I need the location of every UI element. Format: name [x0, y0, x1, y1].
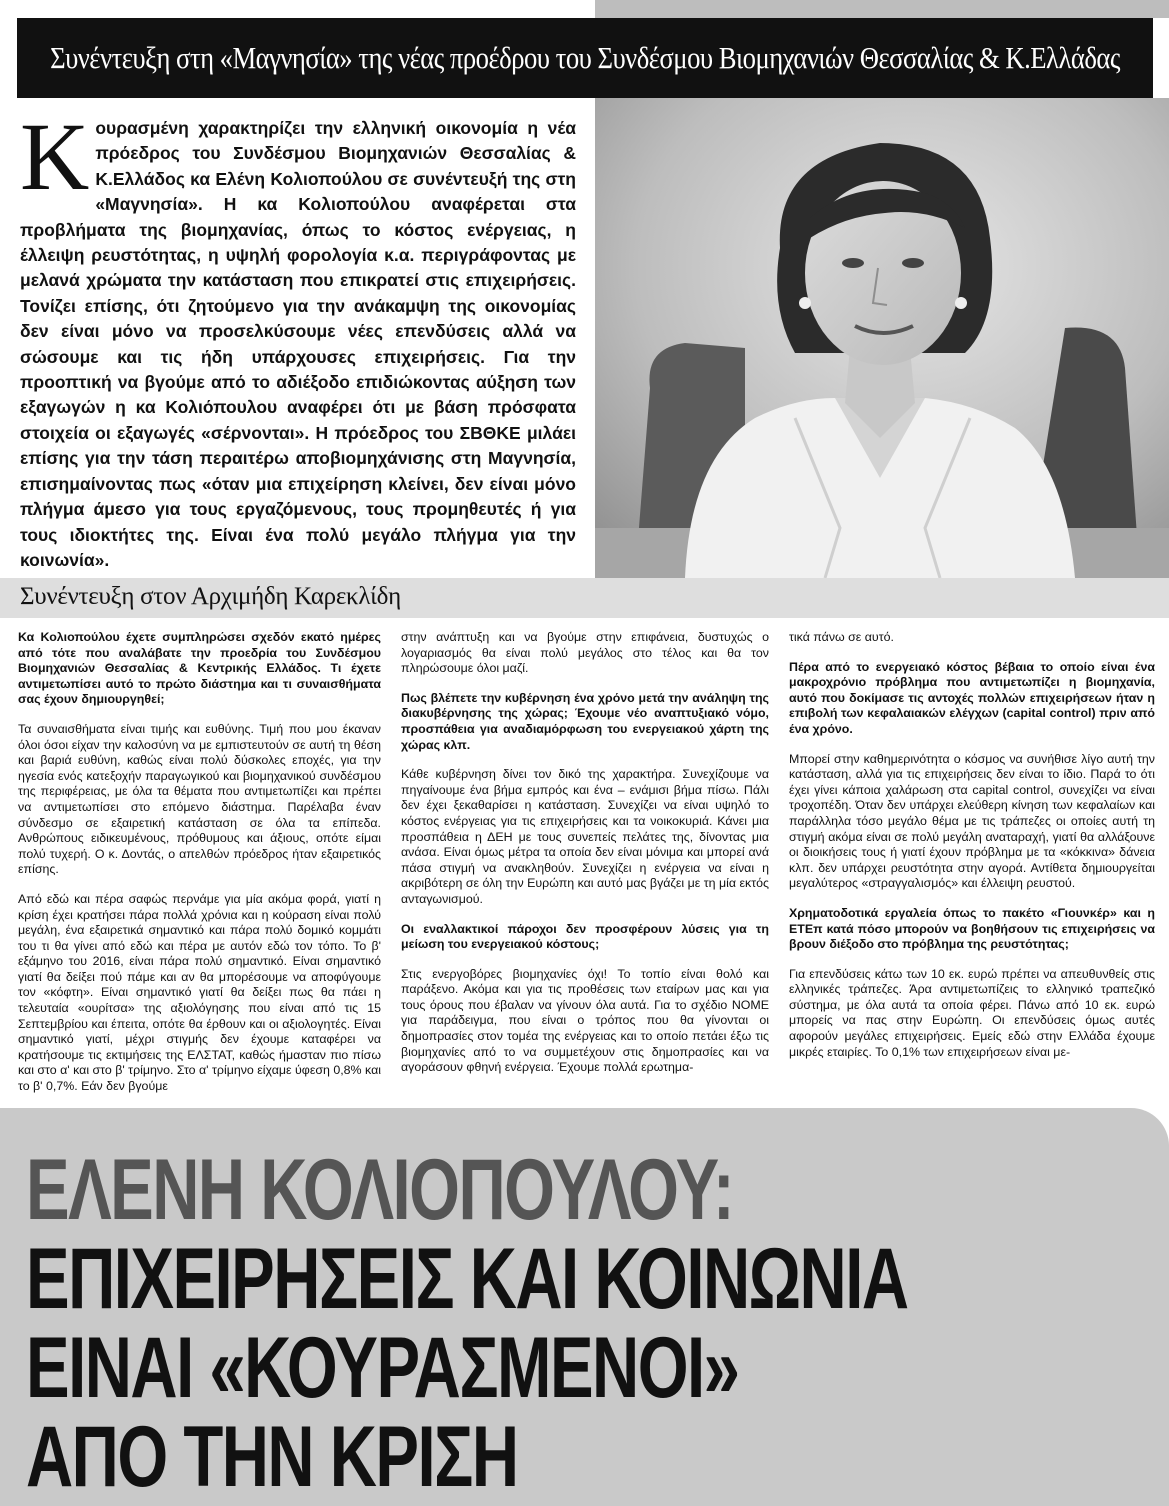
main-headline [26, 1142, 1169, 1505]
text-column-3 [789, 630, 1155, 1074]
answer-paragraph: στην ανάπτυξη και να βγούμε στην επιφάνεια, δυστυχώς ο λογαριασμός θα είναι πολύ μεγάλος στο τέλος και θα τον πληρώσουμε όλοι μαζί. [401, 630, 769, 676]
top-gray-band [595, 0, 1169, 18]
answer-paragraph: Από εδώ και πέρα σαφώς περνάμε για μία ακόμα φορά, γιατί η κρίση έχει κρατήσει πάρα πολλά χρόνια και η κούραση είναι πολύ μεγάλη, ένα εξαιρετικά σημαντικό και πάρα πολύ δομικό κομμάτι του τι θα γίνει από εδώ και πέρα με αυτόν εδώ τον τόπο. Το β' εξάμηνο του 2016, είναι πάρα πολύ σημαντικό. Είναι σημαντικό γιατί θα δείξει πού πάμε και αν θα μπορέσουμε να αποφύγουμε τον «κόφτη». Είναι σημαντικό γιατί θα δείξει πως θα πάει η τελευταία «ουρίτσα» της αξιολόγησης που είναι από τις 15 Σεπτεμβρίου και έπειτα, οπότε θα έρθουν και οι αξιολογητές. Είναι σημαντικό γιατί, μέχρι στιγμής δεν έχουμε καταφέρει να κρατήσουμε τις εκτιμήσεις της ΕΛΣΤΑΤ, καθώς ήμασταν πιο πίσω και στο α' και στο β' τρίμηνο. Στο α' τρίμηνο είχαμε ύφεση 0,8% και το β' 0,7%. Εάν δεν βγούμε [18, 891, 381, 1094]
question-paragraph: Πως βλέπετε την κυβέρνηση ένα χρόνο μετά την ανάληψη της διακυβέρνησης της χώρας; Έχουμε νέο αναπτυξιακό νόμο, προσπάθεια για αναδιαμόρφωση του ενεργειακού χάρτη της χώρας κλπ. [401, 690, 769, 752]
answer-paragraph: τικά πάνω σε αυτό. [789, 630, 894, 644]
headline-line-1: ΕΛΕΝΗ ΚΟΛΙΟΠΟΥΛΟΥ: [26, 1142, 734, 1238]
question-paragraph: Χρηματοδοτικά εργαλεία όπως το πακέτο «Γιουνκέρ» και η ΕΤΕπ κατά πόσο μπορούν να βοηθήσουν τις επιχειρήσεις να βρουν διέξοδο στο πρόβλημα της ρευστότητας; [789, 905, 1155, 952]
answer-paragraph: Για επενδύσεις κάτω των 10 εκ. ευρώ πρέπει να απευθυνθείς στις ελληνικές τράπεζες. Άρα αντιμετωπίζεις το ελληνικό τραπεζικό σύστημα, με όλα αυτά τα οποία φέρει. Πάνω από 10 εκ. ευρώ μπορείς να πας στην Ευρώπη. Οι επενδύσεις όμως αυτές αφορούν μεγάλες επιχειρήσεις. Εμείς εδώ στην Ελλάδα έχουμε μικρές εταιρίες. Το 0,1% των επιχειρήσεων είναι με- [789, 966, 1155, 1059]
question-paragraph: Οι εναλλακτικοί πάροχοι δεν προσφέρουν λύσεις για τη μείωση του ενεργειακού κόστους; [401, 921, 769, 952]
answer-paragraph: Στις ενεργοβόρες βιομηχανίες όχι! Το τοπίο είναι θολό και παράξενο. Ακόμα και για τις προθέσεις των εταίρων μας και για τους όρους που έβαλαν να γίνουν όλα αυτά. Για το σχέδιο ΝΟΜΕ για παράδειγμα, που είναι ο τρόπος που θα γίνονται οι δημοπρασίες στον τομέα της ενέργειας και το οποίο πετάει έξω τις βιομηχανίες από το να συμμετέχουν στις δημοπρασίες και να αγοράσουν φθηνή ενέργεια. Έχουμε πολλά ερωτημα- [401, 966, 769, 1075]
drop-cap: Κ [20, 103, 90, 210]
text-column-2 [401, 630, 769, 1090]
answer-paragraph: Τα συναισθήματα είναι τιμής και ευθύνης. Τιμή που μου έκαναν όλοι όσοι είχαν την καλοσύνη να με εμπιστευτούν σε αυτή τη θέση και βαριά ευθύνη, καθώς είναι πολύ δύσκολες εποχές, για την ηγεσία ενός κατεξοχήν παραγωγικού και βιομηχανικού συνδέσμου της περιφέρειας, με όλα τα θέματα που αντιμετωπίζει και πρέπει να αντιμετωπίσει στο επόμενο διάστημα. Παρέλαβα έναν σύνδεσμο σε εξαιρετική κατάσταση σε όλα τα επίπεδα. Ανθρώπους ειδικευμένους, πρόθυμους και άξιους, οπότε είμαι πολύ τυχερή. Ο κ. Δοντάς, ο απελθών πρόεδρος ήταν εξαιρετικός επίσης. [18, 721, 381, 877]
answer-paragraph: Κάθε κυβέρνηση δίνει τον δικό της χαρακτήρα. Συνεχίζουμε να πηγαίνουμε ένα βήμα εμπρός και ένα – ενάμισι βήμα πίσω. Πάλι δεν έχει ξεκαθαρίσει η κατάσταση. Συνεχίζει να είναι υψηλό το κόστος ενέργειας για τις επιχειρήσεις και τα νοικοκυριά. Κάνει μια προσπάθεια η ΔΕΗ με τους συνεπείς πελάτες της, δίνοντας μια ανάσα. Είναι όμως μέτρα τα οποία δεν είναι μόνιμα και μπορεί ανά πάσα στιγμή να ανακληθούν. Συνεχίζει η ενέργεια να είναι η ακριβότερη σε όλη την Ευρώπη και αυτό μας βγάζει με τη μία εκτός ανταγωνισμού. [401, 767, 769, 906]
headline-line-4: ΑΠΟ ΤΗΝ ΚΡΙΣΗ [26, 1409, 518, 1505]
article-title-bar [17, 18, 1153, 98]
interviewer-byline: Συνέντευξη στον Αρχιμήδη Καρεκλίδη [20, 583, 401, 610]
intro-paragraph [20, 103, 576, 573]
headline-line-2: ΕΠΙΧΕΙΡΗΣΕΙΣ ΚΑΙ ΚΟΙΝΩΝΙΑ [26, 1231, 908, 1327]
text-column-1 [18, 630, 381, 1109]
headline-line-3: ΕΙΝΑΙ «ΚΟΥΡΑΣΜΕΝΟΙ» [26, 1320, 739, 1416]
intro-text: ουρασμένη χαρακτηρίζει την ελληνική οικονομία η νέα πρόεδρος του Συνδέσμου Βιομηχανιών Θεσσαλίας & Κ.Ελλάδος κα Ελένη Κολιοπούλου σε συνέντευξή της στη «Μαγνησία». Η κα Κολιοπούλου αναφέρεται στα προβλήματα της βιομηχανίας, όπως το κόστος ενέργειας, η έλλειψη ρευστότητας, η υψηλή φορολογία κ.α. περιγράφοντας με μελανά χρώματα την κατάσταση που επικρατεί στις επιχειρήσεις. Τονίζει επίσης, ότι ζητούμενο για την ανάκαμψη της οικονομίας δεν είναι μόνο να προσελκύσουμε νέες επενδύσεις αλλά να σώσουμε και τις ήδη υπάρχουσες επιχειρήσεις. Για την προοπτική να βγούμε από το αδιέξοδο επιδιώκοντας αύξηση των εξαγωγών η κα Κολιόπουλου αναφέρει ότι με βάση πρόσφατα στοιχεία οι εξαγωγές «σέρνονται». Η πρόεδρος του ΣΒΘΚΕ μιλάει επίσης για την τάση περαιτέρω αποβιομηχάνισης στη Μαγνησία, επισημαίνοντας πως «όταν μια επιχείρηση κλείνει, δεν είναι μόνο πλήγμα άμεσο για τους εργαζόμενους, τους προμηθευτές ή για τους ιδιοκτήτες της. Είναι ένα πολύ μεγάλο πλήγμα για την κοινωνία». [20, 118, 576, 570]
question-paragraph: Κα Κολιοπούλου έχετε συμπληρώσει σχεδόν εκατό ημέρες από τότε που αναλάβατε την προεδρία του Συνδέσμου Βιομηχανιών Θεσσαλίας & Κεντρικής Ελλάδος. Τι έχετε αντιμετωπίσει αυτό το πρώτο διάστημα και τι συναισθήματα σας έχουν δημιουργηθεί; [18, 630, 381, 707]
portrait-photo [595, 98, 1169, 578]
question-paragraph: Πέρα από το ενεργειακό κόστος βέβαια το οποίο είναι ένα μακροχρόνιο πρόβλημα που αντιμετωπίζει η βιομηχανία, αυτό που δοκίμασε τις αντοχές πολλών επιχειρήσεων ήταν η επιβολή των κεφαλαιακών ελέγχων (capital control) πριν από ένα χρόνο. [789, 659, 1155, 736]
article-title: Συνέντευξη στη «Μαγνησία» της νέας προέδρου του Συνδέσμου Βιομηχανιών Θεσσαλίας & Κ.Ελλάδας [50, 40, 1120, 75]
answer-paragraph: Μπορεί στην καθημερινότητα ο κόσμος να συνήθισε λίγο αυτή την κατάσταση, αλλά για τις επιχειρήσεις δεν είναι το ίδιο. Παρά το ότι έχει γίνει κάποια χαλάρωση στα capital control, συνεχίζει να είναι τροχοπέδη. Όταν δεν υπάρχει ελεύθερη κίνηση των κεφαλαίων και παράλληλα τόσο μεγάλο θέμα με τις τράπεζες οι οποίες αυτή τη στιγμή ακόμα είναι σε πολύ μεγάλη αναταραχή, γιατί θα αλλάξουνε οι διοικήσεις τους ή γιατί έχουν πρόβλημα με τα «κόκκινα» δάνεια κλπ. δεν υπάρχει ρευστότητα στην αγορά. Αντίθετα δημιουργείται μεγαλύτερος «στραγγαλισμός» και έλλειψη ρευστού. [789, 751, 1155, 891]
